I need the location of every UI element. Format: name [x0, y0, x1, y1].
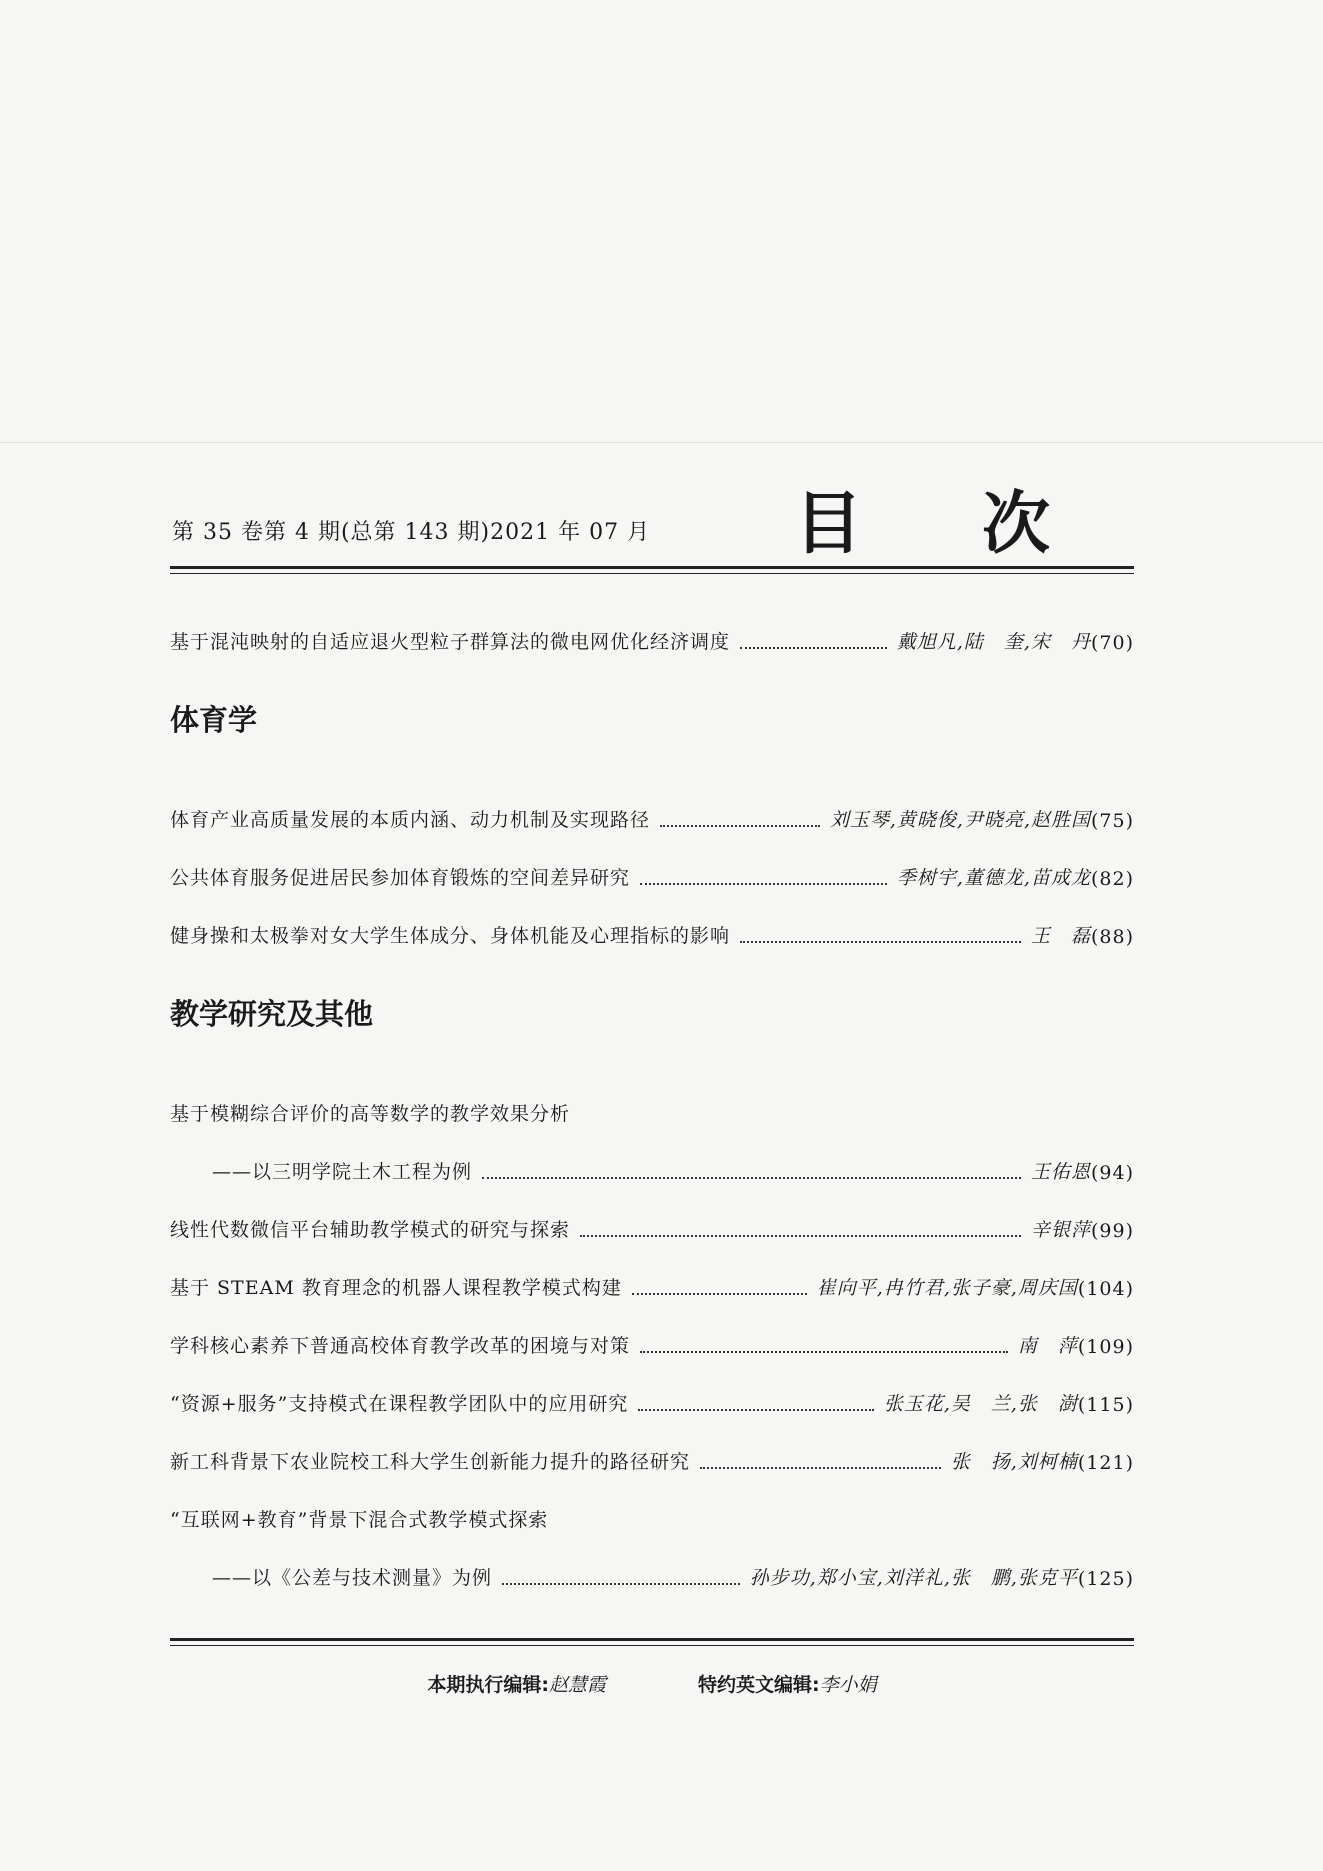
footer-rule-thick	[170, 1638, 1134, 1641]
leader-dots	[660, 824, 820, 827]
toc-entry[interactable]	[170, 1068, 1134, 1126]
header-rule-thin	[170, 573, 1134, 574]
entry-page: (121)	[1077, 1452, 1134, 1474]
toc-entry[interactable]	[170, 890, 1134, 948]
toc-title: 目 次	[794, 485, 1098, 564]
entry-subtitle: ——以三明学院土木工程为例	[212, 1161, 473, 1183]
toc-entries	[170, 596, 1134, 1590]
entry-page: (70)	[1090, 632, 1134, 654]
exec-editor-name: 赵慧霞	[548, 1674, 606, 1696]
entry-title: “资源+服务”支持模式在课程教学团队中的应用研究	[170, 1393, 629, 1415]
leader-dots	[700, 1466, 941, 1469]
leader-dots	[740, 940, 1021, 943]
toc-header	[170, 470, 1134, 566]
toc-entry[interactable]	[170, 1242, 1134, 1300]
entry-page: (94)	[1090, 1162, 1134, 1184]
entry-authors: 张 扬,刘柯楠	[950, 1451, 1078, 1473]
entry-authors: 辛银萍	[1030, 1219, 1091, 1241]
entry-page: (115)	[1077, 1394, 1134, 1416]
toc-entry[interactable]	[170, 1416, 1134, 1474]
entry-page: (75)	[1090, 810, 1134, 832]
toc-entry[interactable]	[170, 1300, 1134, 1358]
entry-title: 基于模糊综合评价的高等数学的教学效果分析	[170, 1103, 571, 1125]
entry-page: (99)	[1090, 1220, 1134, 1242]
entry-page: (82)	[1090, 868, 1134, 890]
leader-dots	[638, 1408, 873, 1411]
entry-subtitle: ——以《公差与技术测量》为例	[212, 1567, 493, 1589]
leader-dots	[580, 1234, 1021, 1237]
entry-title: 公共体育服务促进居民参加体育锻炼的空间差异研究	[170, 867, 631, 889]
toc-entry[interactable]	[170, 774, 1134, 832]
entry-page: (88)	[1090, 926, 1134, 948]
entry-authors: 季树宇,董德龙,苗成龙	[896, 867, 1091, 889]
section-heading-sports: 体育学	[170, 702, 258, 737]
leader-dots	[640, 882, 887, 885]
entry-page: (104)	[1077, 1278, 1134, 1300]
entry-authors: 王佑恩	[1030, 1161, 1091, 1183]
entry-page: (109)	[1077, 1336, 1134, 1358]
entry-title: 健身操和太极拳对女大学生体成分、身体机能及心理指标的影响	[170, 925, 731, 947]
toc-entry[interactable]	[170, 832, 1134, 890]
entry-title: “互联网+教育”背景下混合式教学模式探索	[170, 1509, 549, 1531]
footer-rule-thin	[170, 1645, 1134, 1646]
entry-page: (125)	[1077, 1568, 1134, 1590]
toc-entry-subtitle[interactable]	[170, 1126, 1134, 1184]
entry-authors: 刘玉琴,黄晓俊,尹晓亮,赵胜国	[829, 809, 1091, 831]
exec-editor-label: 本期执行编辑:	[427, 1674, 549, 1696]
toc-entry[interactable]	[170, 596, 1134, 654]
english-editor-name: 李小娟	[819, 1674, 877, 1696]
entry-authors: 崔向平,冉竹君,张子豪,周庆国	[816, 1277, 1078, 1299]
leader-dots	[502, 1582, 740, 1585]
toc-entry[interactable]	[170, 1358, 1134, 1416]
page-fold-line	[0, 442, 1323, 443]
issue-line: 第 35 卷第 4 期(总第 143 期)2021 年 07 月	[172, 520, 651, 545]
entry-title: 体育产业高质量发展的本质内涵、动力机制及实现路径	[170, 809, 651, 831]
toc-entry[interactable]	[170, 1184, 1134, 1242]
entry-authors: 戴旭凡,陆 奎,宋 丹	[896, 631, 1091, 653]
toc-entry[interactable]	[170, 1474, 1134, 1532]
entry-authors: 孙步功,郑小宝,刘洋礼,张 鹏,张克平	[749, 1567, 1078, 1589]
leader-dots	[632, 1292, 807, 1295]
entry-authors: 张玉花,吴 兰,张 澍	[883, 1393, 1078, 1415]
entry-title: 基于混沌映射的自适应退火型粒子群算法的微电网优化经济调度	[170, 631, 731, 653]
editors-line	[170, 1670, 1134, 1697]
table-of-contents-page	[170, 470, 1134, 1697]
leader-dots	[640, 1350, 1008, 1353]
entry-title: 基于 STEAM 教育理念的机器人课程教学模式构建	[170, 1277, 622, 1299]
entry-title: 新工科背景下农业院校工科大学生创新能力提升的路径研究	[170, 1451, 691, 1473]
leader-dots	[740, 646, 887, 649]
entry-title: 线性代数微信平台辅助教学模式的研究与探索	[170, 1219, 571, 1241]
leader-dots	[482, 1176, 1021, 1179]
entry-title: 学科核心素养下普通高校体育教学改革的困境与对策	[170, 1335, 631, 1357]
section-heading-teaching: 教学研究及其他	[170, 996, 374, 1031]
english-editor-label: 特约英文编辑:	[698, 1674, 820, 1696]
entry-authors: 南 萍	[1017, 1335, 1078, 1357]
entry-authors: 王 磊	[1030, 925, 1091, 947]
toc-entry-subtitle[interactable]	[170, 1532, 1134, 1590]
